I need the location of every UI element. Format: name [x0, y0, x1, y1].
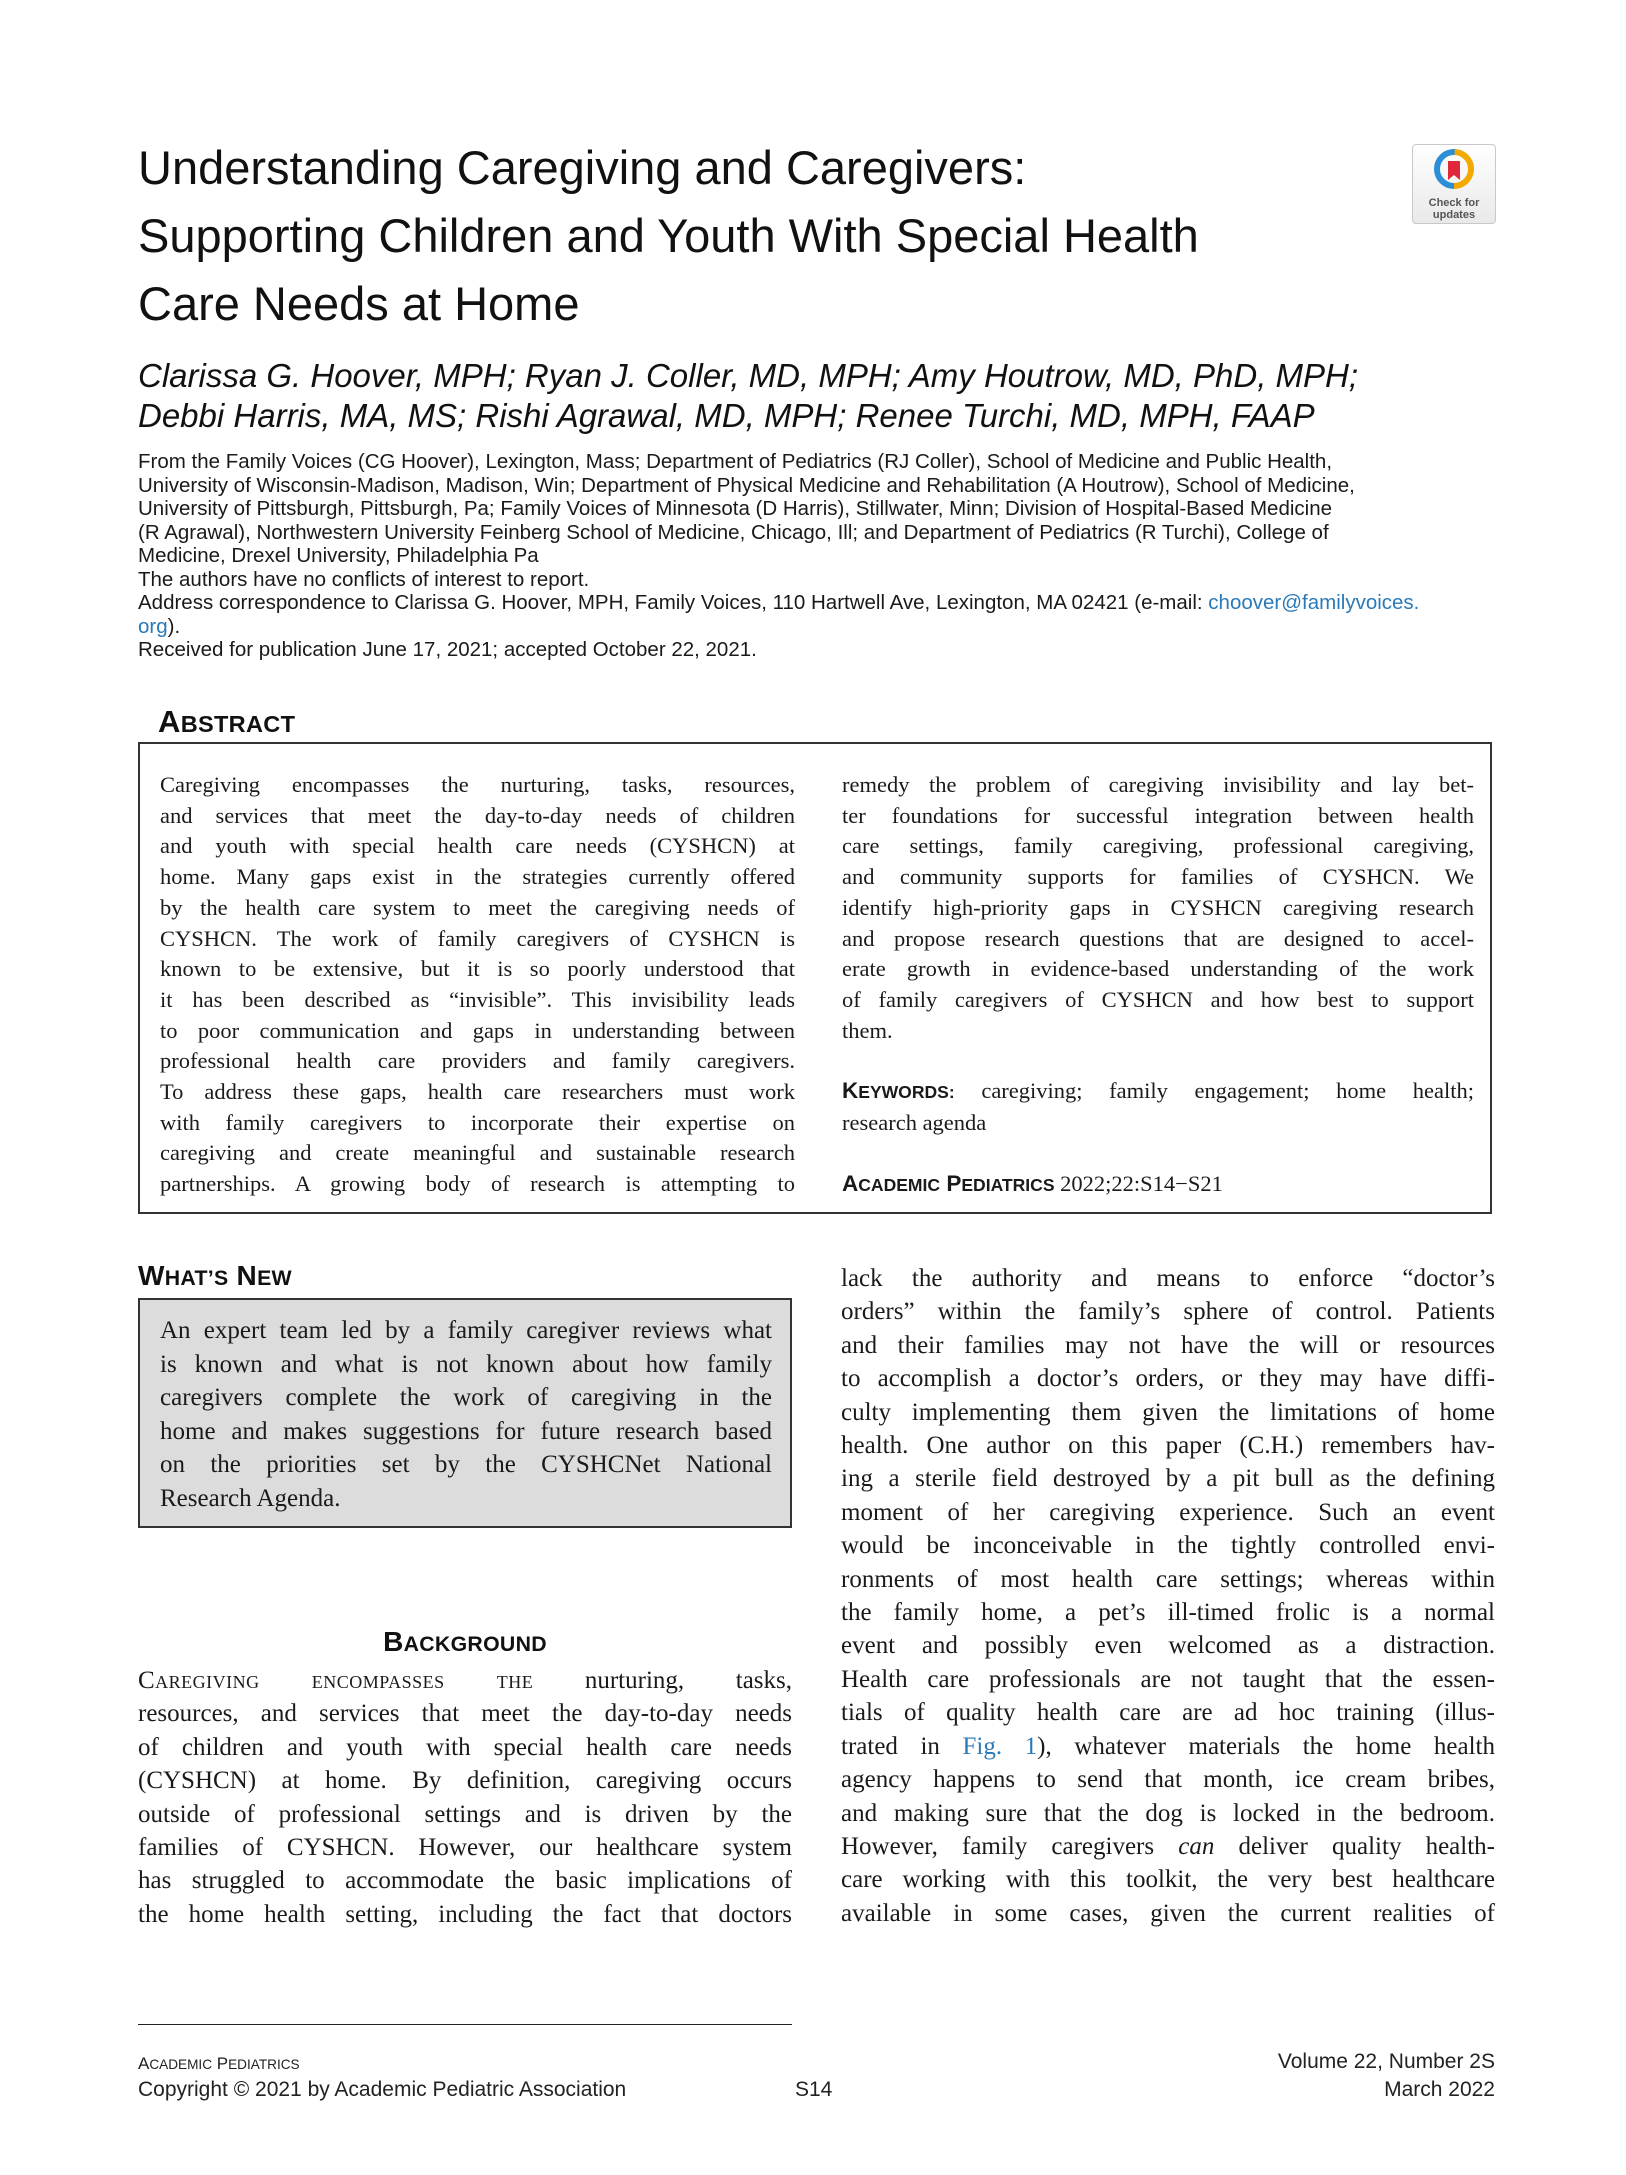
abstract-line: remedy the problem of caregiving invisibility and lay bet-	[842, 772, 1474, 797]
body-line: ing a sterile field destroyed by a pit bull as the defining	[841, 1465, 1495, 1493]
citation-line	[842, 1169, 1474, 1201]
author-line: Debbi Harris, MA, MS; Rishi Agrawal, MD, MPH; Renee Turchi, MD, MPH, FAAP	[138, 397, 1315, 434]
lead-in-text: Caregiving encompasses the	[138, 1667, 534, 1694]
background-text	[138, 1664, 792, 1931]
kw-rest: EYWORDS:	[858, 1082, 955, 1103]
kw-initial: K	[842, 1078, 859, 1104]
fig-suffix: ), whatever materials the home health	[1037, 1732, 1495, 1760]
article-title	[138, 134, 1338, 338]
whats-new-text	[160, 1314, 772, 1515]
body-line: would be inconceivable in the tightly controlled envi-	[841, 1532, 1495, 1560]
affiliations	[138, 450, 1498, 662]
abstract-box	[138, 742, 1492, 1214]
body-line: lack the authority and means to enforce “doctor’s	[841, 1265, 1495, 1292]
badge-label-line1: Check for	[1428, 197, 1480, 209]
heading-rest: EW	[257, 1266, 292, 1290]
abstract-line: erate growth in evidence-based understanding of the work	[842, 956, 1474, 982]
title-line: Supporting Children and Youth With Special Health	[138, 209, 1199, 262]
body-line	[841, 1730, 1495, 1763]
abstract-line: Caregiving encompasses the nurturing, tasks, resources,	[160, 772, 795, 797]
background-heading	[138, 1626, 792, 1658]
citation-ref: 2022;22:S14−S21	[1060, 1170, 1223, 1196]
abstract-heading	[158, 704, 295, 740]
body-line: culty implementing them given the limitations of home	[841, 1398, 1495, 1426]
body-line: and making sure that the dog is locked in the bedroom.	[841, 1799, 1495, 1827]
body-line: tials of quality health care are ad hoc training (illus-	[841, 1699, 1495, 1727]
body-line: orders” within the family’s sphere of control. Patients	[841, 1298, 1495, 1326]
can-suffix: deliver quality health-	[1214, 1832, 1495, 1860]
journal-rest: EDIATRICS	[228, 2057, 300, 2072]
footer-date: March 2022	[1384, 2078, 1495, 2101]
body-line	[138, 1664, 792, 1697]
check-for-updates-badge[interactable]	[1412, 144, 1496, 224]
fig-prefix: trated in	[841, 1732, 963, 1760]
citation-journal	[842, 1171, 1055, 1196]
email-link[interactable]: choover@familyvoices.	[1208, 591, 1420, 614]
spacer	[842, 1139, 1474, 1169]
abstract-line: known to be extensive, but it is so poorly understood that	[160, 956, 795, 982]
keywords-line	[842, 1076, 1474, 1108]
abstract-line: and youth with special health care needs (CYSHCN) at	[160, 833, 795, 859]
whats-new-line: is known and what is not known about how family	[160, 1350, 772, 1378]
abstract-line: professional health care providers and family caregivers.	[160, 1048, 795, 1074]
heading-initial: N	[236, 1260, 258, 1291]
abstract-line: it has been described as “invisible”. This invisibility leads	[160, 986, 795, 1012]
badge-label-line2: updates	[1432, 209, 1476, 221]
body-line: health. One author on this paper (C.H.) remembers hav-	[841, 1432, 1495, 1460]
affiliation-line: University of Pittsburgh, Pittsburgh, Pa; Family Voices of Minnesota (D Harris), Stillwater, Minn; Division of Hospital-Based Medicine	[138, 497, 1333, 520]
body-line	[841, 1830, 1495, 1863]
body-line: outside of professional settings and is driven by the	[138, 1800, 792, 1828]
heading-initial: A	[158, 704, 181, 739]
abstract-line: home. Many gaps exist in the strategies currently offered	[160, 864, 795, 890]
whats-new-line: Research Agenda.	[160, 1484, 341, 1512]
body-line: agency happens to send that month, ice cream bribes,	[841, 1766, 1495, 1794]
heading-rest: BSTRACT	[180, 711, 296, 737]
check-for-updates-icon	[1434, 149, 1474, 195]
abstract-line: ter foundations for successful integration between health	[842, 802, 1474, 828]
title-line: Understanding Caregiving and Caregivers:	[138, 141, 1027, 194]
abstract-line: identify high-priority gaps in CYSHCN caregiving research	[842, 894, 1474, 920]
correspondence-address-end	[138, 615, 1498, 639]
whats-new-box	[138, 1298, 792, 1528]
body-line: to accomplish a doctor’s orders, or they may have diffi-	[841, 1365, 1495, 1393]
journal-initial: P	[216, 2054, 229, 2073]
body-line: the home health setting, including the fact that doctors	[138, 1900, 792, 1928]
whats-new-line: home and makes suggestions for future research based	[160, 1417, 772, 1445]
abstract-line: by the health care system to meet the caregiving needs of	[160, 894, 795, 920]
body-line: and their families may not have the will or resources	[841, 1331, 1495, 1359]
abstract-line: with family caregivers to incorporate their expertise on	[160, 1109, 795, 1135]
affiliation-line: (R Agrawal), Northwestern University Feinberg School of Medicine, Chicago, Ill; and Department of Pediatrics (R Turchi), College of	[138, 520, 1329, 544]
can-prefix: However, family caregivers	[841, 1832, 1179, 1860]
page-number: S14	[795, 2078, 833, 2101]
journal-rest: CADEMIC	[149, 2057, 213, 2072]
body-line: resources, and services that meet the day-to-day needs	[138, 1700, 792, 1728]
whats-new-line: An expert team led by a family caregiver reviews what	[160, 1317, 772, 1344]
abstract-line: of family caregivers of CYSHCN and how best to support	[842, 986, 1474, 1012]
abstract-line: caregiving and create meaningful and sustainable research	[160, 1140, 795, 1166]
body-line: ronments of most health care settings; whereas within	[841, 1565, 1495, 1593]
emphasis-can: can	[1178, 1832, 1215, 1860]
lead-rest: nurturing, tasks,	[533, 1667, 792, 1694]
abstract-line: care settings, family caregiving, professional caregiving,	[842, 833, 1474, 859]
body-line: available in some cases, given the current realities of	[841, 1899, 1495, 1927]
author-list	[138, 356, 1478, 436]
abstract-line: and propose research questions that are designed to accel-	[842, 925, 1474, 951]
whats-new-heading	[138, 1260, 292, 1292]
author-line: Clarissa G. Hoover, MPH; Ryan J. Coller, MD, MPH; Amy Houtrow, MD, PhD, MPH;	[138, 357, 1359, 394]
body-line: families of CYSHCN. However, our healthcare system	[138, 1834, 792, 1862]
heading-rest: ACKGROUND	[403, 1632, 547, 1656]
abstract-line: to poor communication and gaps in understanding between	[160, 1017, 795, 1043]
abstract-line: CYSHCN. The work of family caregivers of CYSHCN is	[160, 925, 795, 951]
keywords-line: research agenda	[842, 1110, 987, 1136]
email-link-end[interactable]: org	[138, 614, 168, 638]
abstract-right-column	[842, 770, 1474, 1200]
footer-journal-name	[138, 2054, 300, 2074]
body-line: the family home, a pet’s ill-timed frolic is a normal	[841, 1599, 1495, 1627]
abstract-line: partnerships. A growing body of research is attempting to	[160, 1171, 795, 1197]
journal-initial: P	[946, 1170, 962, 1196]
received-dates: Received for publication June 17, 2021; accepted October 22, 2021.	[138, 638, 757, 661]
journal-rest: EDIATRICS	[961, 1174, 1055, 1195]
abstract-line: and community supports for families of CYSHCN. We	[842, 864, 1474, 890]
keywords-text: caregiving; family engagement; home health;	[981, 1078, 1475, 1104]
spacer	[842, 1046, 1474, 1076]
footer-rule	[138, 2024, 792, 2025]
journal-initial: A	[842, 1170, 859, 1196]
whats-new-line: on the priorities set by the CYSHCNet National	[160, 1451, 772, 1478]
body-line: event and possibly even welcomed as a distraction.	[841, 1632, 1495, 1660]
affiliation-line: From the Family Voices (CG Hoover), Lexington, Mass; Department of Pediatrics (RJ Coller), School of Medicine and Public Health,	[138, 450, 1333, 473]
body-line: of children and youth with special health care needs	[138, 1733, 792, 1761]
footer-copyright: Copyright © 2021 by Academic Pediatric Association	[138, 2078, 627, 2101]
heading-initial: B	[383, 1626, 404, 1657]
correspondence-address	[138, 591, 1498, 615]
journal-rest: CADEMIC	[858, 1174, 941, 1195]
footer-volume: Volume 22, Number 2S	[1277, 2050, 1495, 2073]
body-line: moment of her caregiving experience. Such an event	[841, 1498, 1495, 1526]
heading-initial: W	[138, 1260, 165, 1291]
title-line: Care Needs at Home	[138, 277, 580, 330]
right-column-text	[841, 1262, 1495, 1930]
body-line: Health care professionals are not taught that the essen-	[841, 1665, 1495, 1693]
body-line: care working with this toolkit, the very best healthcare	[841, 1866, 1495, 1894]
address-suffix: ).	[167, 614, 181, 638]
body-line: (CYSHCN) at home. By definition, caregiving occurs	[138, 1767, 792, 1795]
body-line: has struggled to accommodate the basic implications of	[138, 1867, 792, 1895]
affiliation-line: Medicine, Drexel University, Philadelphia Pa	[138, 544, 539, 567]
keywords-label	[842, 1078, 955, 1103]
journal-initial: A	[138, 2054, 150, 2073]
heading-rest: HAT’S	[164, 1266, 229, 1290]
abstract-line: and services that meet the day-to-day needs of children	[160, 802, 795, 828]
figure-link[interactable]: Fig. 1	[962, 1732, 1038, 1760]
whats-new-line: caregivers complete the work of caregiving in the	[160, 1384, 772, 1411]
address-text: Address correspondence to Clarissa G. Hoover, MPH, Family Voices, 110 Hartwell Ave, Lexington, MA 02421 (e-mail:	[138, 591, 1209, 614]
abstract-line: them.	[842, 1017, 893, 1043]
conflict-statement: The authors have no conflicts of interest to report.	[138, 567, 590, 591]
abstract-line: To address these gaps, health care researchers must work	[160, 1079, 795, 1105]
affiliation-line: University of Wisconsin-Madison, Madison, Win; Department of Physical Medicine and Rehabilitation (A Houtrow), School of Medicine,	[138, 473, 1355, 497]
abstract-left-column	[160, 770, 795, 1200]
